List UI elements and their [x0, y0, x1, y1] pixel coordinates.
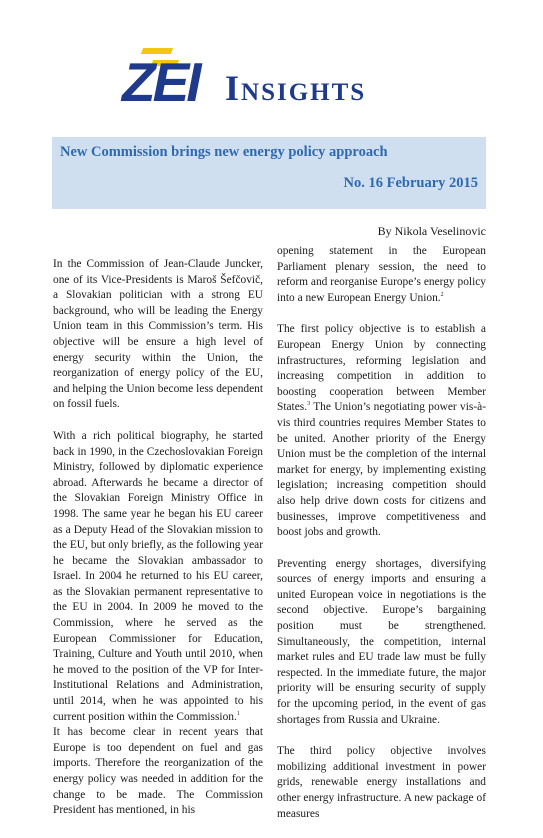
- logo-name: Insights: [225, 68, 367, 108]
- paragraph: With a rich political biography, he started back in 1990, in the Czechoslovakian Foreign Ministry, followed by diplomatic experience abroad. Afterwards he became a director of the Slovakian Foreign Ministry Office in 1998. The same year he began his EU career as a Deputy Head of the Slovakian mission to the EU, but only briefly, as the following year he became the Slovakian ambassador to Israel. In 2004 he returned to his EU career, as the Slovakian permanent representative to the EU in 2004. In 2009 he moved to the Commission, where he served as the European Commissioner for Education, Training, Culture and Youth until 2010, when he moved to the position of the VP for Inter-Institutional Relations and Administration, until 2014, when he was appointed to his current position within the Commission.$^1$: [53, 429, 263, 723]
- footnote-ref: 2: [440, 291, 444, 298]
- paragraph: The third policy objective involves mobilizing additional investment in power grids, renewable energy installations and other energy infrastructure. A new package of measures: [277, 745, 486, 820]
- paragraph: opening statement in the European Parliament plenary session, the need to reform and reorganise Europe’s energy policy into a new European Energy Union.$^2$: [277, 245, 486, 304]
- footnote-ref: 1: [236, 710, 240, 717]
- paragraph: It has become clear in recent years that Europe is too dependent on fuel and gas imports. Therefore the reorganization of the energy policy was needed in addition for the change to be made. The Commission President has mentioned, in his: [53, 726, 263, 817]
- paragraph: Preventing energy shortages, diversifying sources of energy imports and ensuring a united European voice in negotiations is the second objective. Europe’s bargaining position must be strengthened. Simultaneously, the competition, internal market rules and EU trade law must be fully respected. In the immediate future, the major priority will be ensuring security of supply for the upcoming period, in the event of gas shortages from Russia and Ukraine.: [277, 557, 486, 726]
- footnote-ref: 3: [307, 401, 311, 408]
- issue-number: No. 16 February 2015: [343, 175, 478, 191]
- right-column: [277, 244, 486, 838]
- paragraph: In the Commission of Jean-Claude Juncker, one of its Vice-Presidents is Maroš Šefčovič, a Slovakian politician with a strong EU background, who will be leading the Energy Union team in this Commission’s term. His objective will be ensure a high level of energy security within the Union, the reorganization of energy policy of the EU, and helping the Union become less dependent on fossil fuels.: [53, 258, 263, 411]
- author-byline: By Nikola Veselinovic: [377, 224, 486, 238]
- logo-brand: ZEI: [122, 51, 199, 113]
- left-column: [53, 257, 263, 835]
- article-title: New Commission brings new energy policy approach: [60, 144, 388, 160]
- paragraph: The first policy objective is to establish a European Energy Union by connecting infrastructures, reforming legislation and increasing competition in addition to boosting cooperation between Member States.$^3$ The Union’s negotiating power vis-à-vis third countries requires Member States to be united. Another priority of the Energy Union must be the completion of the internal market for energy, by implementing existing legislation; increasing competition should also help drive down costs for citizens and businesses, improve competitiveness and boost jobs and growth.: [277, 323, 486, 539]
- title-banner: [52, 137, 486, 209]
- zei-insights-logo: [54, 24, 384, 114]
